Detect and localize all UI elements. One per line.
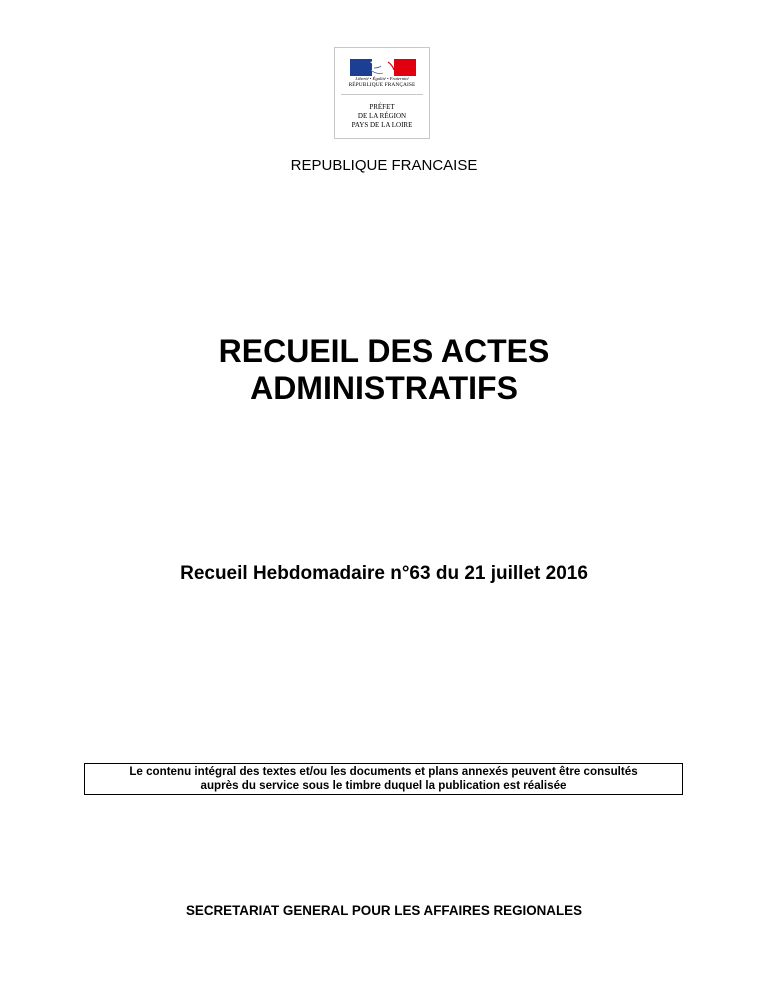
document-title-line-2: ADMINISTRATIFS [250, 370, 518, 406]
marianne-flag-icon [350, 59, 416, 76]
prefet-line: PRÉFET [369, 103, 395, 111]
prefet-text-block [335, 103, 429, 130]
recueil-subtitle: Recueil Hebdomadaire n°63 du 21 juillet 2016 [180, 563, 588, 584]
motto-text: Liberté • Égalité • Fraternité [355, 76, 409, 81]
document-title [0, 333, 768, 407]
region-line: DE LA RÉGION [357, 112, 407, 120]
prefecture-logo [334, 47, 430, 139]
republique-francaise-heading: REPUBLIQUE FRANCAISE [290, 157, 478, 174]
consultation-notice [84, 763, 683, 795]
secretariat-footer: SECRETARIAT GENERAL POUR LES AFFAIRES REGIONALES [185, 903, 583, 918]
notice-line-2: auprès du service sous le timbre duquel la publication est réalisée [200, 779, 567, 792]
document-title-line-1: RECUEIL DES ACTES [218, 333, 550, 369]
logo-divider [341, 94, 423, 95]
marianne-block [335, 48, 429, 93]
republique-francaise-logo-text: RÉPUBLIQUE FRANÇAISE [348, 82, 416, 88]
pays-de-la-loire-line: PAYS DE LA LOIRE [351, 121, 413, 129]
notice-line-1: Le contenu intégral des textes et/ou les documents et plans annexés peuvent être consultés [129, 765, 638, 778]
